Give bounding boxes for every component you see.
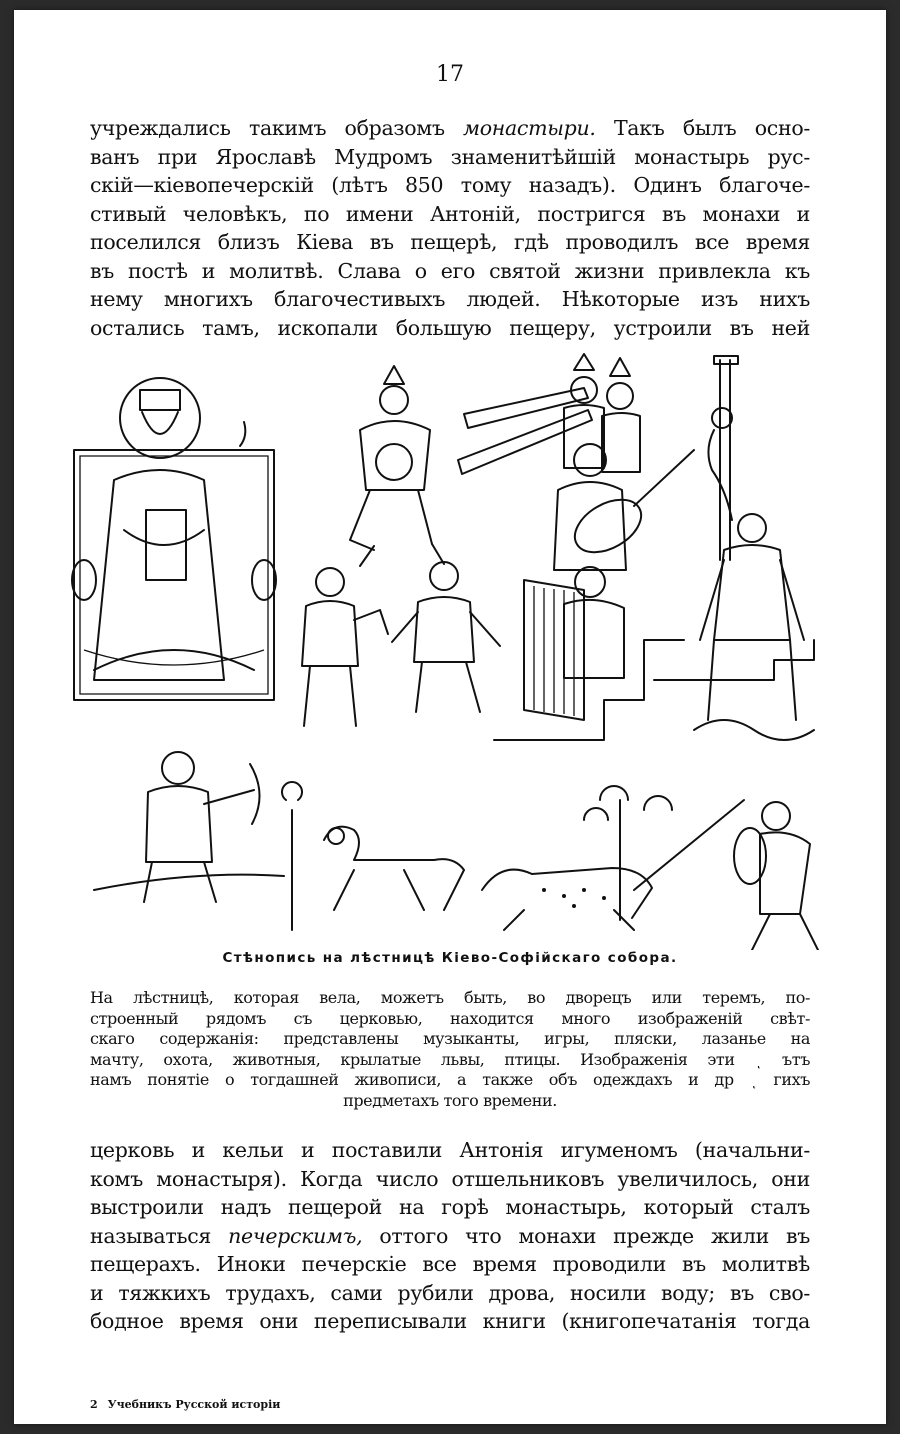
text-line: комъ монастыря). Когда число отшельниковъ увеличилось, они <box>90 1166 810 1191</box>
description-line: мачту, охота, животныя, крылатые львы, птицы. Изображенiя эти ͺ ътъ <box>90 1049 810 1069</box>
text-line: бодное время они переписывали книги (книгопечатанiя тогда <box>90 1309 810 1333</box>
dancer-figure <box>350 366 444 566</box>
jumping-figures <box>302 562 500 726</box>
text-line: выстроили надъ пещерой на горѣ монастырь, который сталъ <box>90 1195 810 1219</box>
page-footer <box>90 1398 280 1411</box>
page-number: 17 <box>436 62 464 87</box>
signature-mark: 2 <box>90 1398 98 1411</box>
fresco-drawing <box>54 350 844 950</box>
leopard-figure <box>482 786 672 930</box>
text-line: и тяжкихъ трудахъ, сами рубили дрова, носили воду; въ сво- <box>90 1280 810 1305</box>
book-page <box>14 10 886 1424</box>
description-line: строенный рядомъ съ церковью, находится много изображенiй свѣт- <box>90 1008 810 1028</box>
text-line: пещерахъ. Иноки печерскiе все время проводили въ молитвѣ <box>90 1252 810 1276</box>
horn-players-figure <box>458 354 640 474</box>
lute-player-figure <box>554 444 694 570</box>
description-line: скаго содержанiя: представлены музыканты, игры, пляски, лазанье на <box>90 1029 810 1048</box>
text-line: учреждались такимъ образомъ монастыри. Такъ былъ осно- <box>90 116 810 140</box>
description-line: намъ понятiе о тогдашней живописи, а также объ одеждахъ и др ͺ гихъ <box>90 1070 810 1089</box>
description-line: предметахъ того времени. <box>343 1090 557 1110</box>
description-line: На лѣстницѣ, которая вела, можетъ быть, во дворецъ или теремъ, по- <box>90 988 810 1007</box>
text-line: скiй—кiевопечерскiй (лѣтъ 850 тому назадъ). Одинъ благоче- <box>90 173 810 197</box>
text-line: остались тамъ, ископали большую пещеру, устроили въ ней <box>90 315 810 340</box>
top-paragraph <box>90 114 810 342</box>
warrior-figure <box>634 800 820 950</box>
text-line: называться печерскимъ, оттого что монахи прежде жили въ <box>90 1223 811 1248</box>
text-line: ванъ при Ярославѣ Мудромъ знаменитѣйшiй монастырь рус- <box>90 144 810 169</box>
archer-figure <box>94 752 284 902</box>
bottom-paragraph <box>90 1136 810 1336</box>
text-line: стивый человѣкъ, по имени Антонiй, постригся въ монахи и <box>90 201 810 226</box>
fresco-illustration <box>54 350 844 950</box>
pole-climber-figure <box>654 356 814 740</box>
text-line: церковь и кельи и поставили Антонiя игуменомъ (начальни- <box>90 1138 810 1162</box>
text-line: поселился близъ Кiева въ пещерѣ, гдѣ проводилъ все время <box>90 230 810 254</box>
figure-description <box>90 988 810 1111</box>
figure-caption: Стѣнопись на лѣстницѣ Кiево-Софiйскаго собора. <box>222 950 678 966</box>
book-title: Учебникъ Русской исторiи <box>107 1398 281 1411</box>
text-line: въ постѣ и молитвѣ. Слава о его святой жизни привлекла къ <box>90 258 810 283</box>
text-line: нему многихъ благочестивыхъ людей. Нѣкоторые изъ нихъ <box>90 287 810 311</box>
dog-figure <box>282 782 464 930</box>
enthroned-prince-figure <box>72 378 276 700</box>
harp-player-figure <box>494 567 684 740</box>
